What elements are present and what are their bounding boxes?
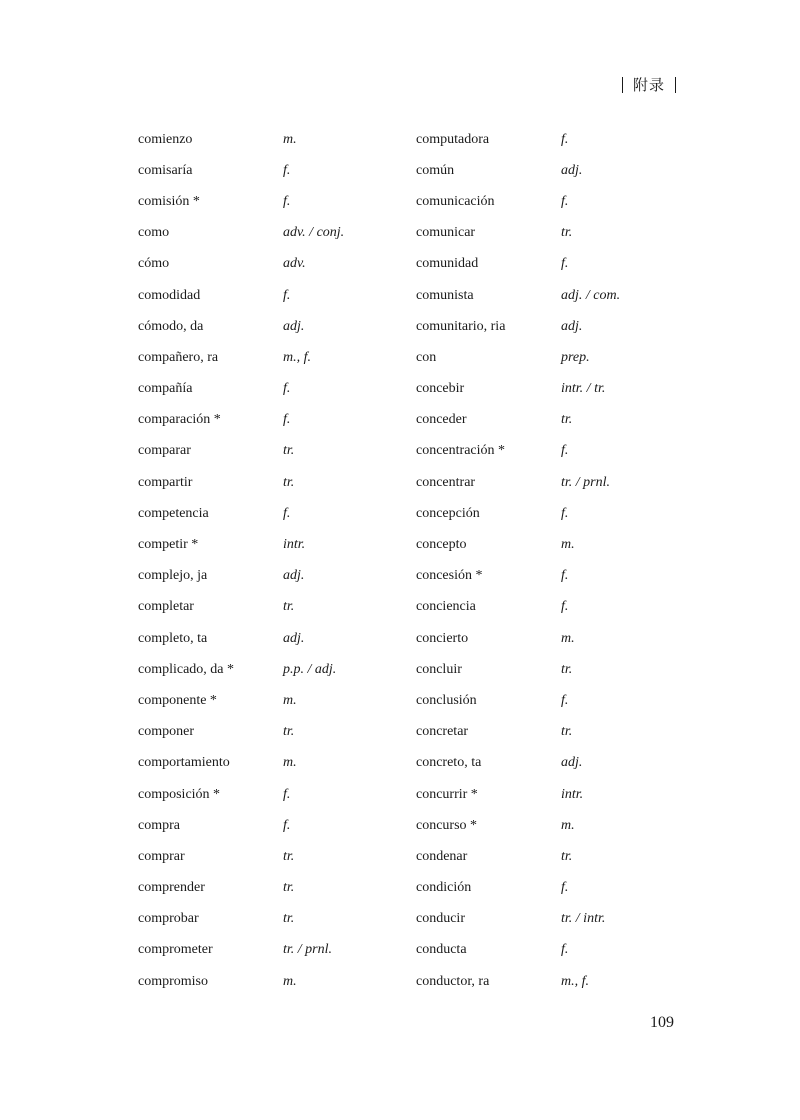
entry-word: comprometer <box>138 942 213 958</box>
entry-part-of-speech: f. <box>283 287 291 303</box>
entry-part-of-speech: tr. <box>283 880 295 896</box>
vocabulary-entry <box>416 311 694 342</box>
entry-part-of-speech: tr. <box>283 848 295 864</box>
vocabulary-entry <box>138 685 416 716</box>
vocabulary-column-right <box>416 124 694 997</box>
entry-part-of-speech: intr. / tr. <box>561 381 606 397</box>
entry-part-of-speech: f. <box>561 443 569 459</box>
entry-word: concreto, ta <box>416 755 482 771</box>
entry-part-of-speech: tr. <box>561 225 573 241</box>
entry-part-of-speech: f. <box>283 381 291 397</box>
entry-word: composición * <box>138 786 221 802</box>
vocabulary-entry <box>138 186 416 217</box>
vocabulary-entry <box>416 186 694 217</box>
entry-word: compañero, ra <box>138 349 219 365</box>
vocabulary-entry <box>416 841 694 872</box>
entry-word: concurso * <box>416 817 478 833</box>
entry-word: comportamiento <box>138 755 230 771</box>
entry-word: común <box>416 162 455 178</box>
entry-part-of-speech: adj. <box>561 755 583 771</box>
entry-part-of-speech: m. <box>561 630 575 646</box>
vocabulary-entry <box>138 623 416 654</box>
entry-part-of-speech: p.p. / adj. <box>283 661 337 677</box>
vocabulary-entry <box>138 810 416 841</box>
entry-word: compra <box>138 817 180 833</box>
vocabulary-entry <box>416 717 694 748</box>
entry-word: comunidad <box>416 256 479 272</box>
entry-part-of-speech: adj. <box>561 162 583 178</box>
entry-part-of-speech: tr. <box>283 599 295 615</box>
entry-part-of-speech: f. <box>561 568 569 584</box>
entry-part-of-speech: tr. / intr. <box>561 911 606 927</box>
vocabulary-entry <box>138 841 416 872</box>
entry-word: conciencia <box>416 599 476 615</box>
entry-part-of-speech: f. <box>283 817 291 833</box>
entry-word: complejo, ja <box>138 568 208 584</box>
entry-word: comunitario, ria <box>416 318 506 334</box>
vocabulary-entry <box>138 748 416 779</box>
entry-part-of-speech: tr. / prnl. <box>561 474 611 490</box>
entry-part-of-speech: f. <box>561 942 569 958</box>
entry-word: compromiso <box>138 973 208 989</box>
vocabulary-entry <box>416 654 694 685</box>
vocabulary-entry <box>138 249 416 280</box>
vocabulary-entry <box>138 561 416 592</box>
vocabulary-column-left <box>138 124 416 997</box>
entry-word: concebir <box>416 381 465 397</box>
vocabulary-entry <box>138 467 416 498</box>
entry-word: comparar <box>138 443 191 459</box>
entry-part-of-speech: tr. <box>283 911 295 927</box>
vocabulary-entry <box>416 467 694 498</box>
vocabulary-entry <box>416 498 694 529</box>
entry-part-of-speech: f. <box>561 505 569 521</box>
entry-part-of-speech: f. <box>283 193 291 209</box>
vocabulary-entry <box>138 280 416 311</box>
entry-word: conductor, ra <box>416 973 490 989</box>
entry-part-of-speech: tr. / prnl. <box>283 942 333 958</box>
entry-word: concentrar <box>416 474 476 490</box>
entry-part-of-speech: adj. <box>283 630 305 646</box>
vocabulary-entry <box>416 249 694 280</box>
entry-part-of-speech: intr. <box>283 537 306 553</box>
entry-word: comunicar <box>416 225 476 241</box>
vocabulary-entry <box>416 935 694 966</box>
entry-word: comprender <box>138 880 205 896</box>
entry-word: concesión * <box>416 568 483 584</box>
entry-word: concluir <box>416 661 462 677</box>
entry-part-of-speech: m., f. <box>283 349 311 365</box>
vocabulary-entry <box>416 374 694 405</box>
entry-word: componer <box>138 724 194 740</box>
entry-part-of-speech: adj. <box>283 318 305 334</box>
entry-word: componente * <box>138 692 217 708</box>
entry-word: comisaría <box>138 162 193 178</box>
vocabulary-entry <box>416 405 694 436</box>
vocabulary-entry <box>138 124 416 155</box>
entry-word: completo, ta <box>138 630 208 646</box>
vocabulary-entry <box>138 779 416 810</box>
page-number: 109 <box>650 1014 674 1031</box>
vocabulary-entry <box>138 529 416 560</box>
entry-part-of-speech: prep. <box>561 349 590 365</box>
vocabulary-entry <box>416 280 694 311</box>
vocabulary-entry <box>416 779 694 810</box>
vocabulary-entry <box>416 218 694 249</box>
entry-part-of-speech: m., f. <box>561 973 589 989</box>
vocabulary-entry <box>416 904 694 935</box>
vocabulary-entry <box>138 717 416 748</box>
entry-word: comienzo <box>138 131 193 147</box>
entry-part-of-speech: m. <box>561 537 575 553</box>
vocabulary-entry <box>416 592 694 623</box>
vocabulary-entry <box>416 436 694 467</box>
entry-word: complicado, da * <box>138 661 235 677</box>
vocabulary-entry <box>138 904 416 935</box>
header-left-rule <box>622 77 623 93</box>
entry-part-of-speech: m. <box>283 973 297 989</box>
vocabulary-entry <box>416 561 694 592</box>
vocabulary-entry <box>416 623 694 654</box>
vocabulary-list <box>138 124 698 997</box>
entry-word: concepción <box>416 505 480 521</box>
entry-word: comprar <box>138 848 185 864</box>
entry-word: concurrir * <box>416 786 478 802</box>
entry-part-of-speech: f. <box>283 505 291 521</box>
entry-word: compañía <box>138 381 193 397</box>
entry-word: concentración * <box>416 443 506 459</box>
entry-word: compartir <box>138 474 193 490</box>
entry-word: comisión * <box>138 193 200 209</box>
entry-word: comparación * <box>138 412 221 428</box>
entry-word: conclusión <box>416 692 477 708</box>
vocabulary-entry <box>138 592 416 623</box>
vocabulary-entry <box>138 436 416 467</box>
entry-word: comodidad <box>138 287 201 303</box>
entry-part-of-speech: m. <box>283 131 297 147</box>
entry-word: condición <box>416 880 472 896</box>
entry-word: concepto <box>416 537 467 553</box>
entry-word: comunista <box>416 287 474 303</box>
entry-part-of-speech: tr. <box>283 443 295 459</box>
vocabulary-entry <box>416 529 694 560</box>
vocabulary-entry <box>416 966 694 997</box>
entry-word: con <box>416 349 437 365</box>
vocabulary-entry <box>416 748 694 779</box>
entry-part-of-speech: f. <box>283 786 291 802</box>
entry-word: cómodo, da <box>138 318 204 334</box>
vocabulary-entry <box>138 935 416 966</box>
entry-word: conducir <box>416 911 465 927</box>
entry-part-of-speech: intr. <box>561 786 584 802</box>
vocabulary-entry <box>138 873 416 904</box>
entry-part-of-speech: adj. <box>283 568 305 584</box>
entry-part-of-speech: f. <box>561 880 569 896</box>
entry-part-of-speech: tr. <box>561 848 573 864</box>
entry-part-of-speech: adj. / com. <box>561 287 621 303</box>
entry-word: como <box>138 225 170 241</box>
vocabulary-entry <box>416 124 694 155</box>
entry-word: comprobar <box>138 911 199 927</box>
section-title: 附录 <box>632 78 665 94</box>
entry-part-of-speech: f. <box>561 599 569 615</box>
vocabulary-entry <box>138 405 416 436</box>
entry-part-of-speech: m. <box>283 692 297 708</box>
entry-word: condenar <box>416 848 468 864</box>
entry-part-of-speech: m. <box>561 817 575 833</box>
entry-word: cómo <box>138 256 170 272</box>
entry-part-of-speech: f. <box>561 256 569 272</box>
vocabulary-entry <box>138 155 416 186</box>
entry-part-of-speech: tr. <box>561 661 573 677</box>
vocabulary-entry <box>138 498 416 529</box>
running-header <box>622 74 676 95</box>
vocabulary-entry <box>138 218 416 249</box>
entry-part-of-speech: adv. / conj. <box>283 225 345 241</box>
entry-part-of-speech: tr. <box>283 474 295 490</box>
header-right-rule <box>675 77 676 93</box>
entry-word: competencia <box>138 505 209 521</box>
vocabulary-entry <box>138 966 416 997</box>
vocabulary-entry <box>416 810 694 841</box>
vocabulary-entry <box>138 654 416 685</box>
entry-part-of-speech: tr. <box>283 724 295 740</box>
entry-part-of-speech: f. <box>283 412 291 428</box>
entry-word: competir * <box>138 537 199 553</box>
vocabulary-entry <box>416 155 694 186</box>
entry-part-of-speech: tr. <box>561 412 573 428</box>
entry-word: computadora <box>416 131 490 147</box>
entry-word: concierto <box>416 630 469 646</box>
entry-part-of-speech: f. <box>561 692 569 708</box>
entry-part-of-speech: adv. <box>283 256 306 272</box>
vocabulary-entry <box>138 374 416 405</box>
entry-part-of-speech: f. <box>561 131 569 147</box>
entry-word: conceder <box>416 412 467 428</box>
vocabulary-entry <box>138 311 416 342</box>
entry-part-of-speech: m. <box>283 755 297 771</box>
entry-part-of-speech: f. <box>283 162 291 178</box>
entry-part-of-speech: tr. <box>561 724 573 740</box>
entry-part-of-speech: adj. <box>561 318 583 334</box>
vocabulary-entry <box>138 342 416 373</box>
entry-word: conducta <box>416 942 467 958</box>
vocabulary-entry <box>416 342 694 373</box>
entry-word: comunicación <box>416 193 495 209</box>
vocabulary-entry <box>416 685 694 716</box>
vocabulary-entry <box>416 873 694 904</box>
entry-word: completar <box>138 599 194 615</box>
entry-part-of-speech: f. <box>561 193 569 209</box>
entry-word: concretar <box>416 724 469 740</box>
